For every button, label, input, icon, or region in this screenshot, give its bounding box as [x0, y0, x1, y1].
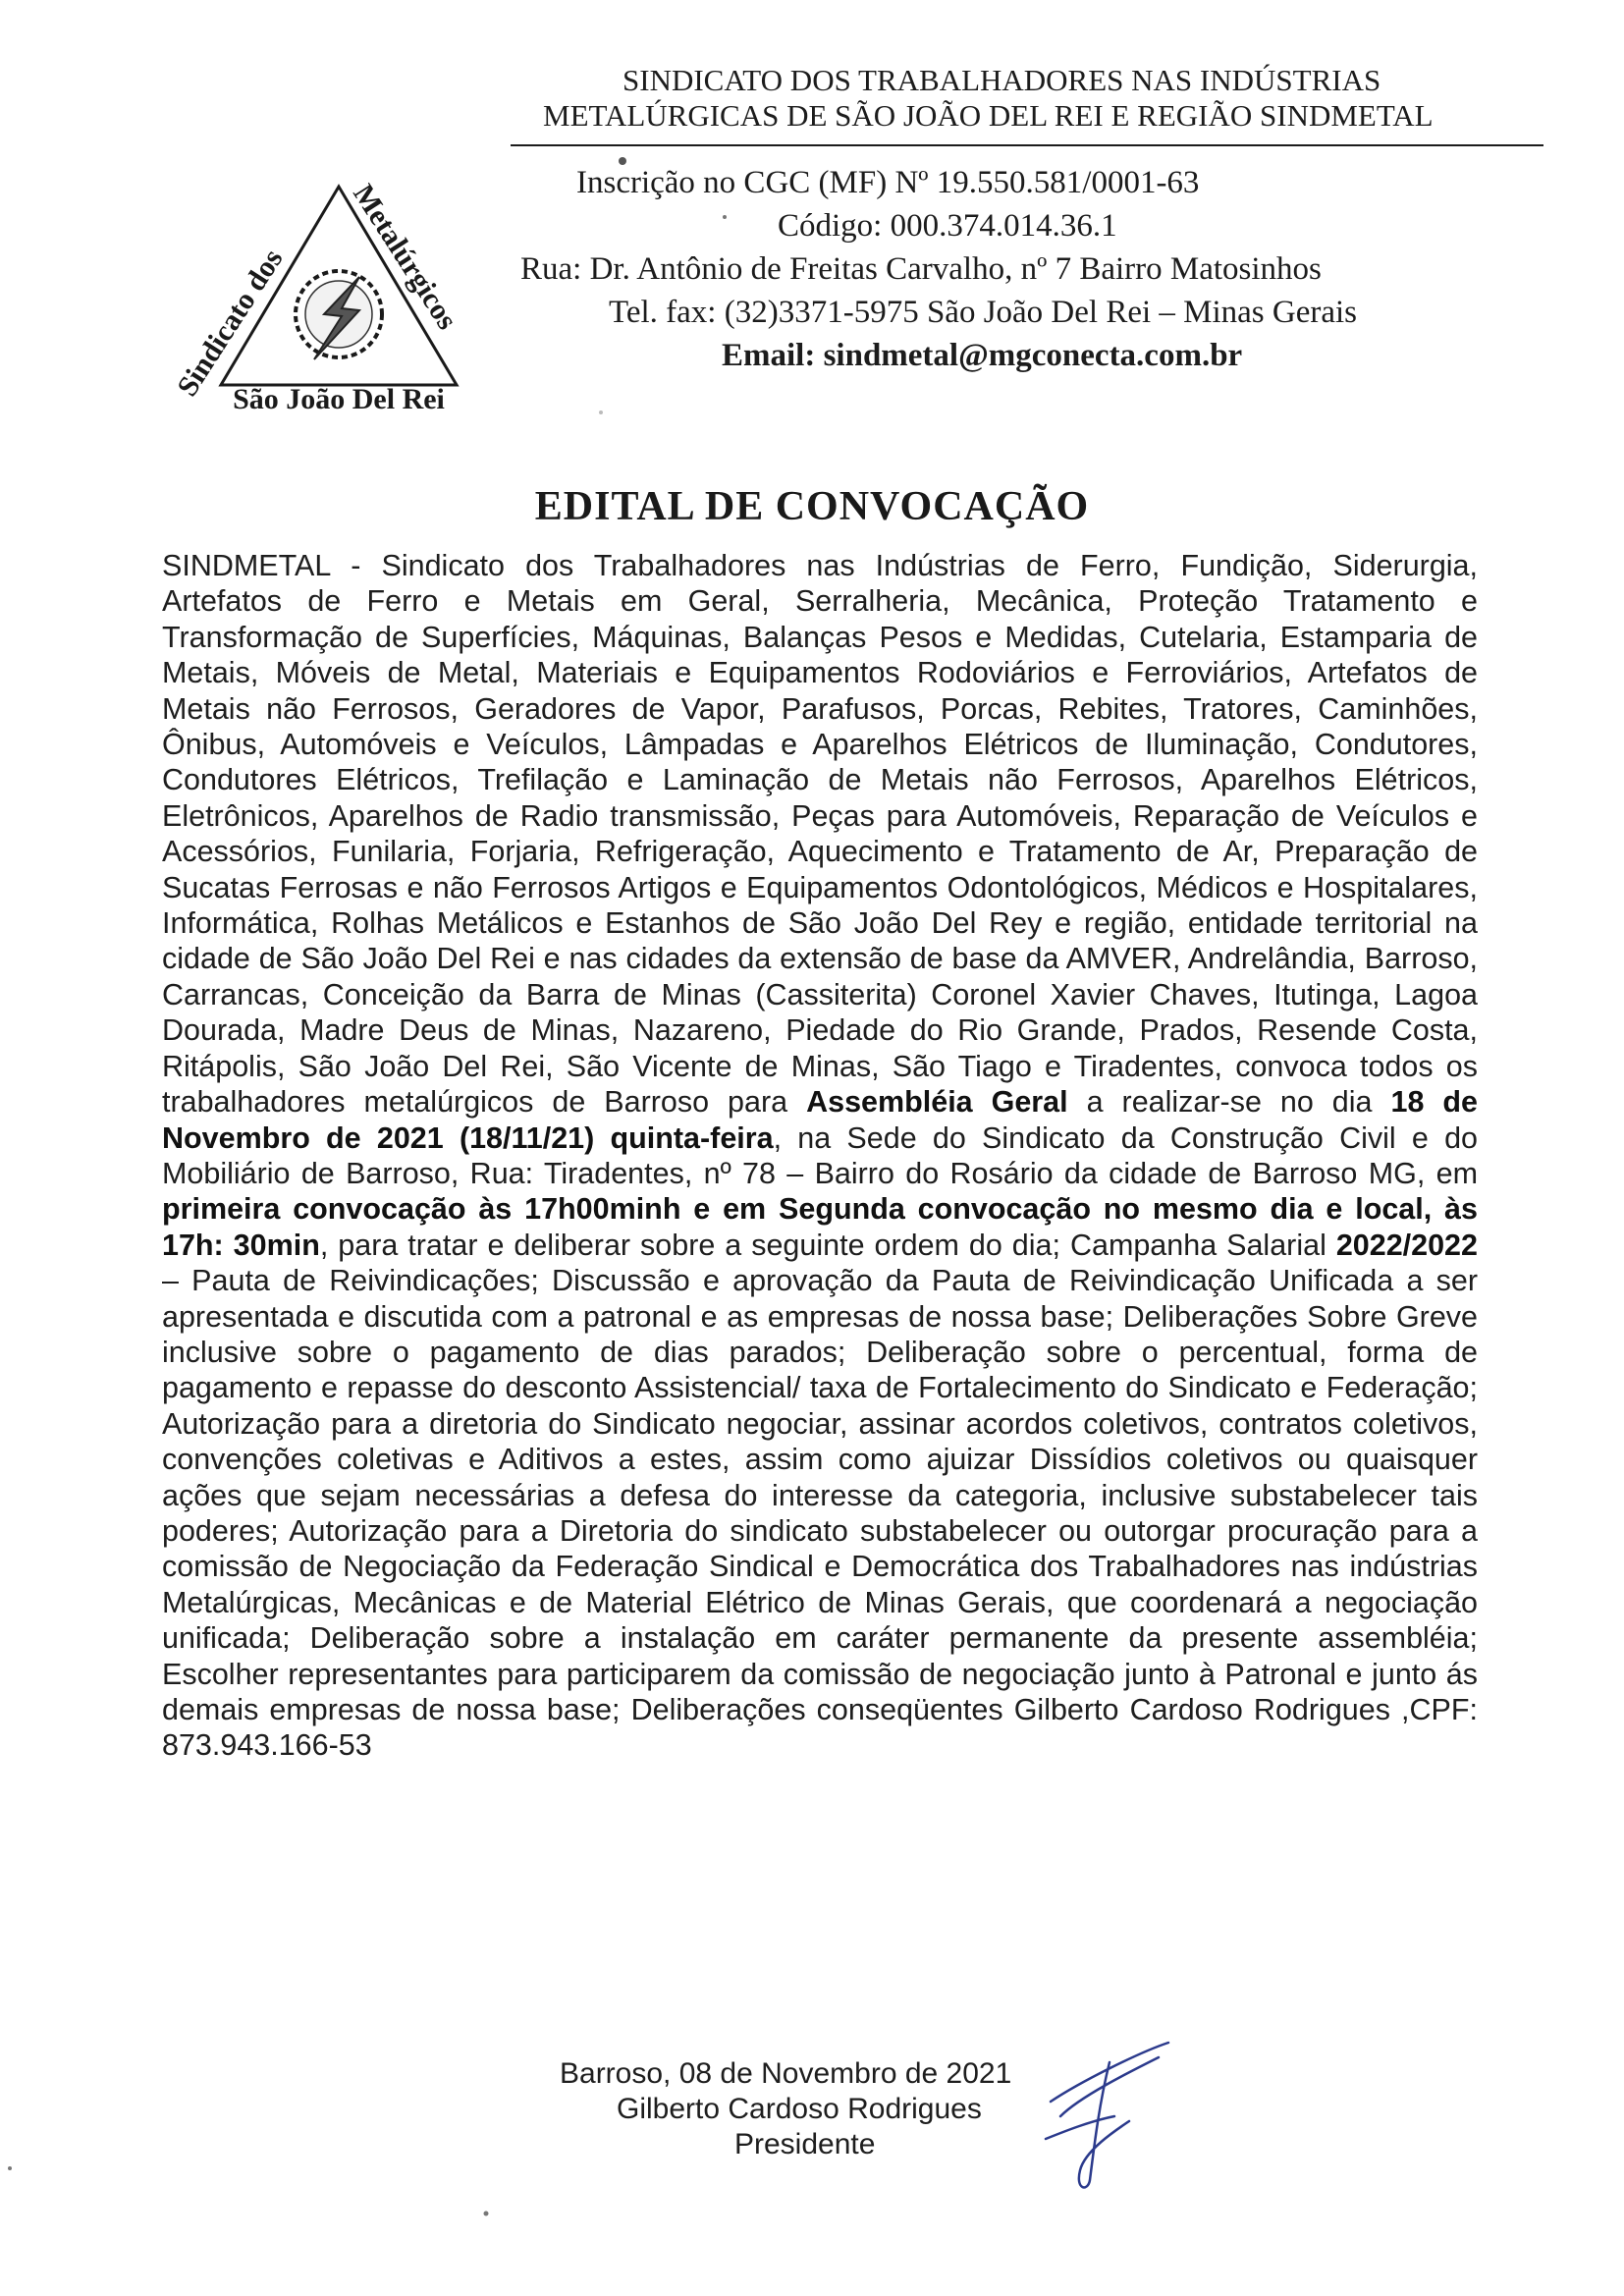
codigo-number: Código: 000.374.014.36.1: [778, 208, 1117, 244]
org-name-line-2: METALÚRGICAS DE SÃO JOÃO DEL REI E REGIÃO SINDMETAL: [543, 98, 1434, 133]
signer-name: Gilberto Cardoso Rodrigues: [617, 2093, 982, 2125]
assembly-date: 18 de Novembro de 2021 (18/11/21) quinta-feira: [162, 1085, 1478, 1155]
document-title: EDITAL DE CONVOCAÇÃO: [534, 484, 1090, 529]
street-address: Rua: Dr. Antônio de Freitas Carvalho, nº 7 Bairro Matosinhos: [520, 251, 1322, 287]
signature-block: [560, 2056, 1051, 2162]
body-text-part-3: , na Sede do Sindicato da Construção Civil e do Mobiliário de Barroso, Rua: Tiradentes, nº 78 – Bairro do Rosário da cidade de Barroso MG, em: [162, 1121, 1479, 1190]
body-text-part-1: SINDMETAL - Sindicato dos Trabalhadores nas Indústrias de Ferro, Fundição, Siderurgia, Artefatos de Ferro e Metais em Geral, Serralheria, Mecânica, Proteção Tratamento e Transformação de Superfícies, Máquinas, Balanças Pesos e Medidas, Cutelaria, Estamparia de Metais, Móveis de Metal, Materiais e Equipamentos Rodoviários e Ferroviários, Artefatos de Metais não Ferrosos, Geradores de Vapor, Parafusos, Porcas, Rebites, Tratores, Caminhões, Ônibus, Automóveis e Veículos, Lâmpadas e Aparelhos Elétricos de Iluminação, Condutores, Condutores Elétricos, Trefilação e Laminação de Metais não Ferrosos, Aparelhos Elétricos, Eletrônicos, Aparelhos de Radio transmissão, Peças para Automóveis, Reparação de Veículos e Acessórios, Funilaria, Forjaria, Refrigeração, Aquecimento e Tratamento de Ar, Preparação de Sucatas Ferrosas e não Ferrosos Artigos e Equipamentos Odontológicos, Médicos e Hospitalares, Informática, Rolhas Metálicos e Estanhos de São João Del Rey e região, entidade territorial na cidade de São João Del Rei e nas cidades da extensão de base da AMVER, Andrelândia, Barroso, Carrancas, Conceição da Barra de Minas (Cassiterita) Coronel Xavier Chaves, Itutinga, Lagoa Dourada, Madre Deus de Minas, Nazareno, Piedade do Rio Grande, Prados, Resende Costa, Ritápolis, São João Del Rei, São Vicente de Minas, São Tiago e Tiradentes, convoca todos os trabalhadores metalúrgicos de Barroso para: [162, 549, 1478, 1120]
logo-arc-left: Sindicato dos: [171, 243, 290, 403]
logo-arc-right: Metalúrgicos: [347, 178, 464, 336]
handwritten-signature: [1021, 2023, 1198, 2200]
org-name-line-1: SINDICATO DOS TRABALHADORES NAS INDÚSTRIAS: [623, 63, 1381, 97]
signer-role: Presidente: [734, 2128, 876, 2160]
campaign-years: 2022/2022: [1335, 1228, 1478, 1262]
convocation-body: [162, 548, 1478, 1764]
cgc-number: Inscrição no CGC (MF) Nº 19.550.581/0001-63: [576, 165, 1200, 200]
place-and-date: Barroso, 08 de Novembro de 2021: [560, 2057, 1012, 2090]
header-divider: [511, 144, 1543, 146]
email-address: Email: sindmetal@mgconecta.com.br: [722, 338, 1243, 373]
logo-caption: São João Del Rei: [233, 383, 445, 415]
body-text-part-2: a realizar-se no dia: [1067, 1085, 1391, 1120]
body-text-part-4: , para tratar e deliberar sobre a seguinte ordem do dia; Campanha Salarial: [319, 1228, 1336, 1262]
assembly-times: primeira convocação às 17h00minh e em Segunda convocação no mesmo dia e local, às 17h: 30min: [162, 1192, 1478, 1262]
svg-text:Sindicato dos: [171, 244, 289, 403]
contact-block: [520, 161, 1542, 377]
letterhead: [511, 63, 1542, 134]
assembly-type: Assembléia Geral: [806, 1085, 1068, 1120]
phone-fax: Tel. fax: (32)3371-5975 São João Del Rei – Minas Gerais: [609, 295, 1358, 330]
body-text-part-5: – Pauta de Reivindicações; Discussão e aprovação da Pauta de Reivindicação Unificada a ser apresentada e discutida com a patronal e as empresas de nossa base; Deliberações Sobre Greve inclusive sobre o pagamento de dias parados; Deliberação sobre o percentual, forma de pagamento e repasse do desconto Assistencial/ taxa de Fortalecimento do Sindicato e Federação; Autorização para a diretoria do Sindicato negociar, assinar acordos coletivos, contratos coletivos, convenções coletivas e Aditivos a estes, assim como ajuizar Dissídios coletivos ou quaisquer ações que sejam necessárias a defesa do interesse da categoria, inclusive substabelecer tais poderes; Autorização para a Diretoria do sindicato substabelecer ou outorgar procuração para a comissão de Negociação da Federação Sindical e Democrática dos Trabalhadores nas indústrias Metalúrgicas, Mecânicas e de Material Elétrico de Minas Gerais, que coordenará a negociação unificada; Deliberação sobre a instalação em caráter permanente da presente assembléia; Escolher representantes para participarem da comissão de negociação junto à Patronal e junto ás demais empresas de nossa base; Deliberações conseqüentes Gilberto Cardoso Rodrigues ,CPF: 873.943.166-53: [162, 1264, 1478, 1763]
